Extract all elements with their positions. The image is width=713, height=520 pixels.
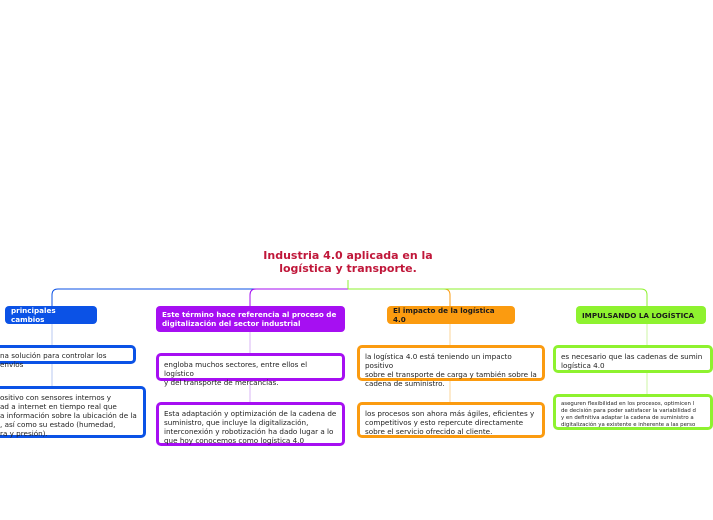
- branch-1-child-1[interactable]: na solución para controlar los envíos: [0, 345, 136, 364]
- branch-3-child-2[interactable]: los procesos son ahora más ágiles, eficientes y competitivos y esto repercute directamente sobre el servicio ofrecido al cliente.: [357, 402, 545, 438]
- branch-3-child-1[interactable]: la logística 4.0 está teniendo un impacto positivo sobre el transporte de carga y también sobre la cadena de suministro.: [357, 345, 545, 381]
- branch-heading-impacto-logistica[interactable]: El impacto de la logística 4.0: [387, 306, 515, 324]
- branch-heading-termino-referencia[interactable]: Este término hace referencia al proceso de digitalización del sector industrial: [156, 306, 345, 332]
- branch-4-child-2[interactable]: aseguren flexibilidad en los procesos, optimicen l de decisión para poder satisfacer la variabilidad d y en definitiva adaptar la cadena de suministro a digitalización ya existente e inherente a las perso: [553, 394, 713, 430]
- branch-4-child-1[interactable]: es necesario que las cadenas de sumin logística 4.0: [553, 345, 713, 373]
- central-topic-title[interactable]: Industria 4.0 aplicada en la logística y transporte.: [263, 249, 433, 275]
- connector-root-to-branch-2: [250, 289, 348, 306]
- branch-1-child-2[interactable]: ositivo con sensores internos y ad a internet en tiempo real que a información sobre la ubicación de la , así como su estado (humedad, ra y presión).: [0, 386, 146, 438]
- branch-2-child-1[interactable]: engloba muchos sectores, entre ellos el logístico y del transporte de mercancías.: [156, 353, 345, 381]
- connector-root-to-branch-4: [348, 289, 647, 306]
- connector-root-to-branch-3: [348, 289, 450, 306]
- branch-2-child-2[interactable]: Esta adaptación y optimización de la cadena de suministro, que incluye la digitalización, interconexión y robotización ha dado lugar a lo que hoy conocemos como logística 4.0: [156, 402, 345, 446]
- branch-heading-impulsando-logistica[interactable]: IMPULSANDO LA LOGÍSTICA: [576, 306, 706, 324]
- connector-root-to-branch-1: [52, 283, 348, 306]
- branch-heading-principales-cambios[interactable]: principales cambios: [5, 306, 97, 324]
